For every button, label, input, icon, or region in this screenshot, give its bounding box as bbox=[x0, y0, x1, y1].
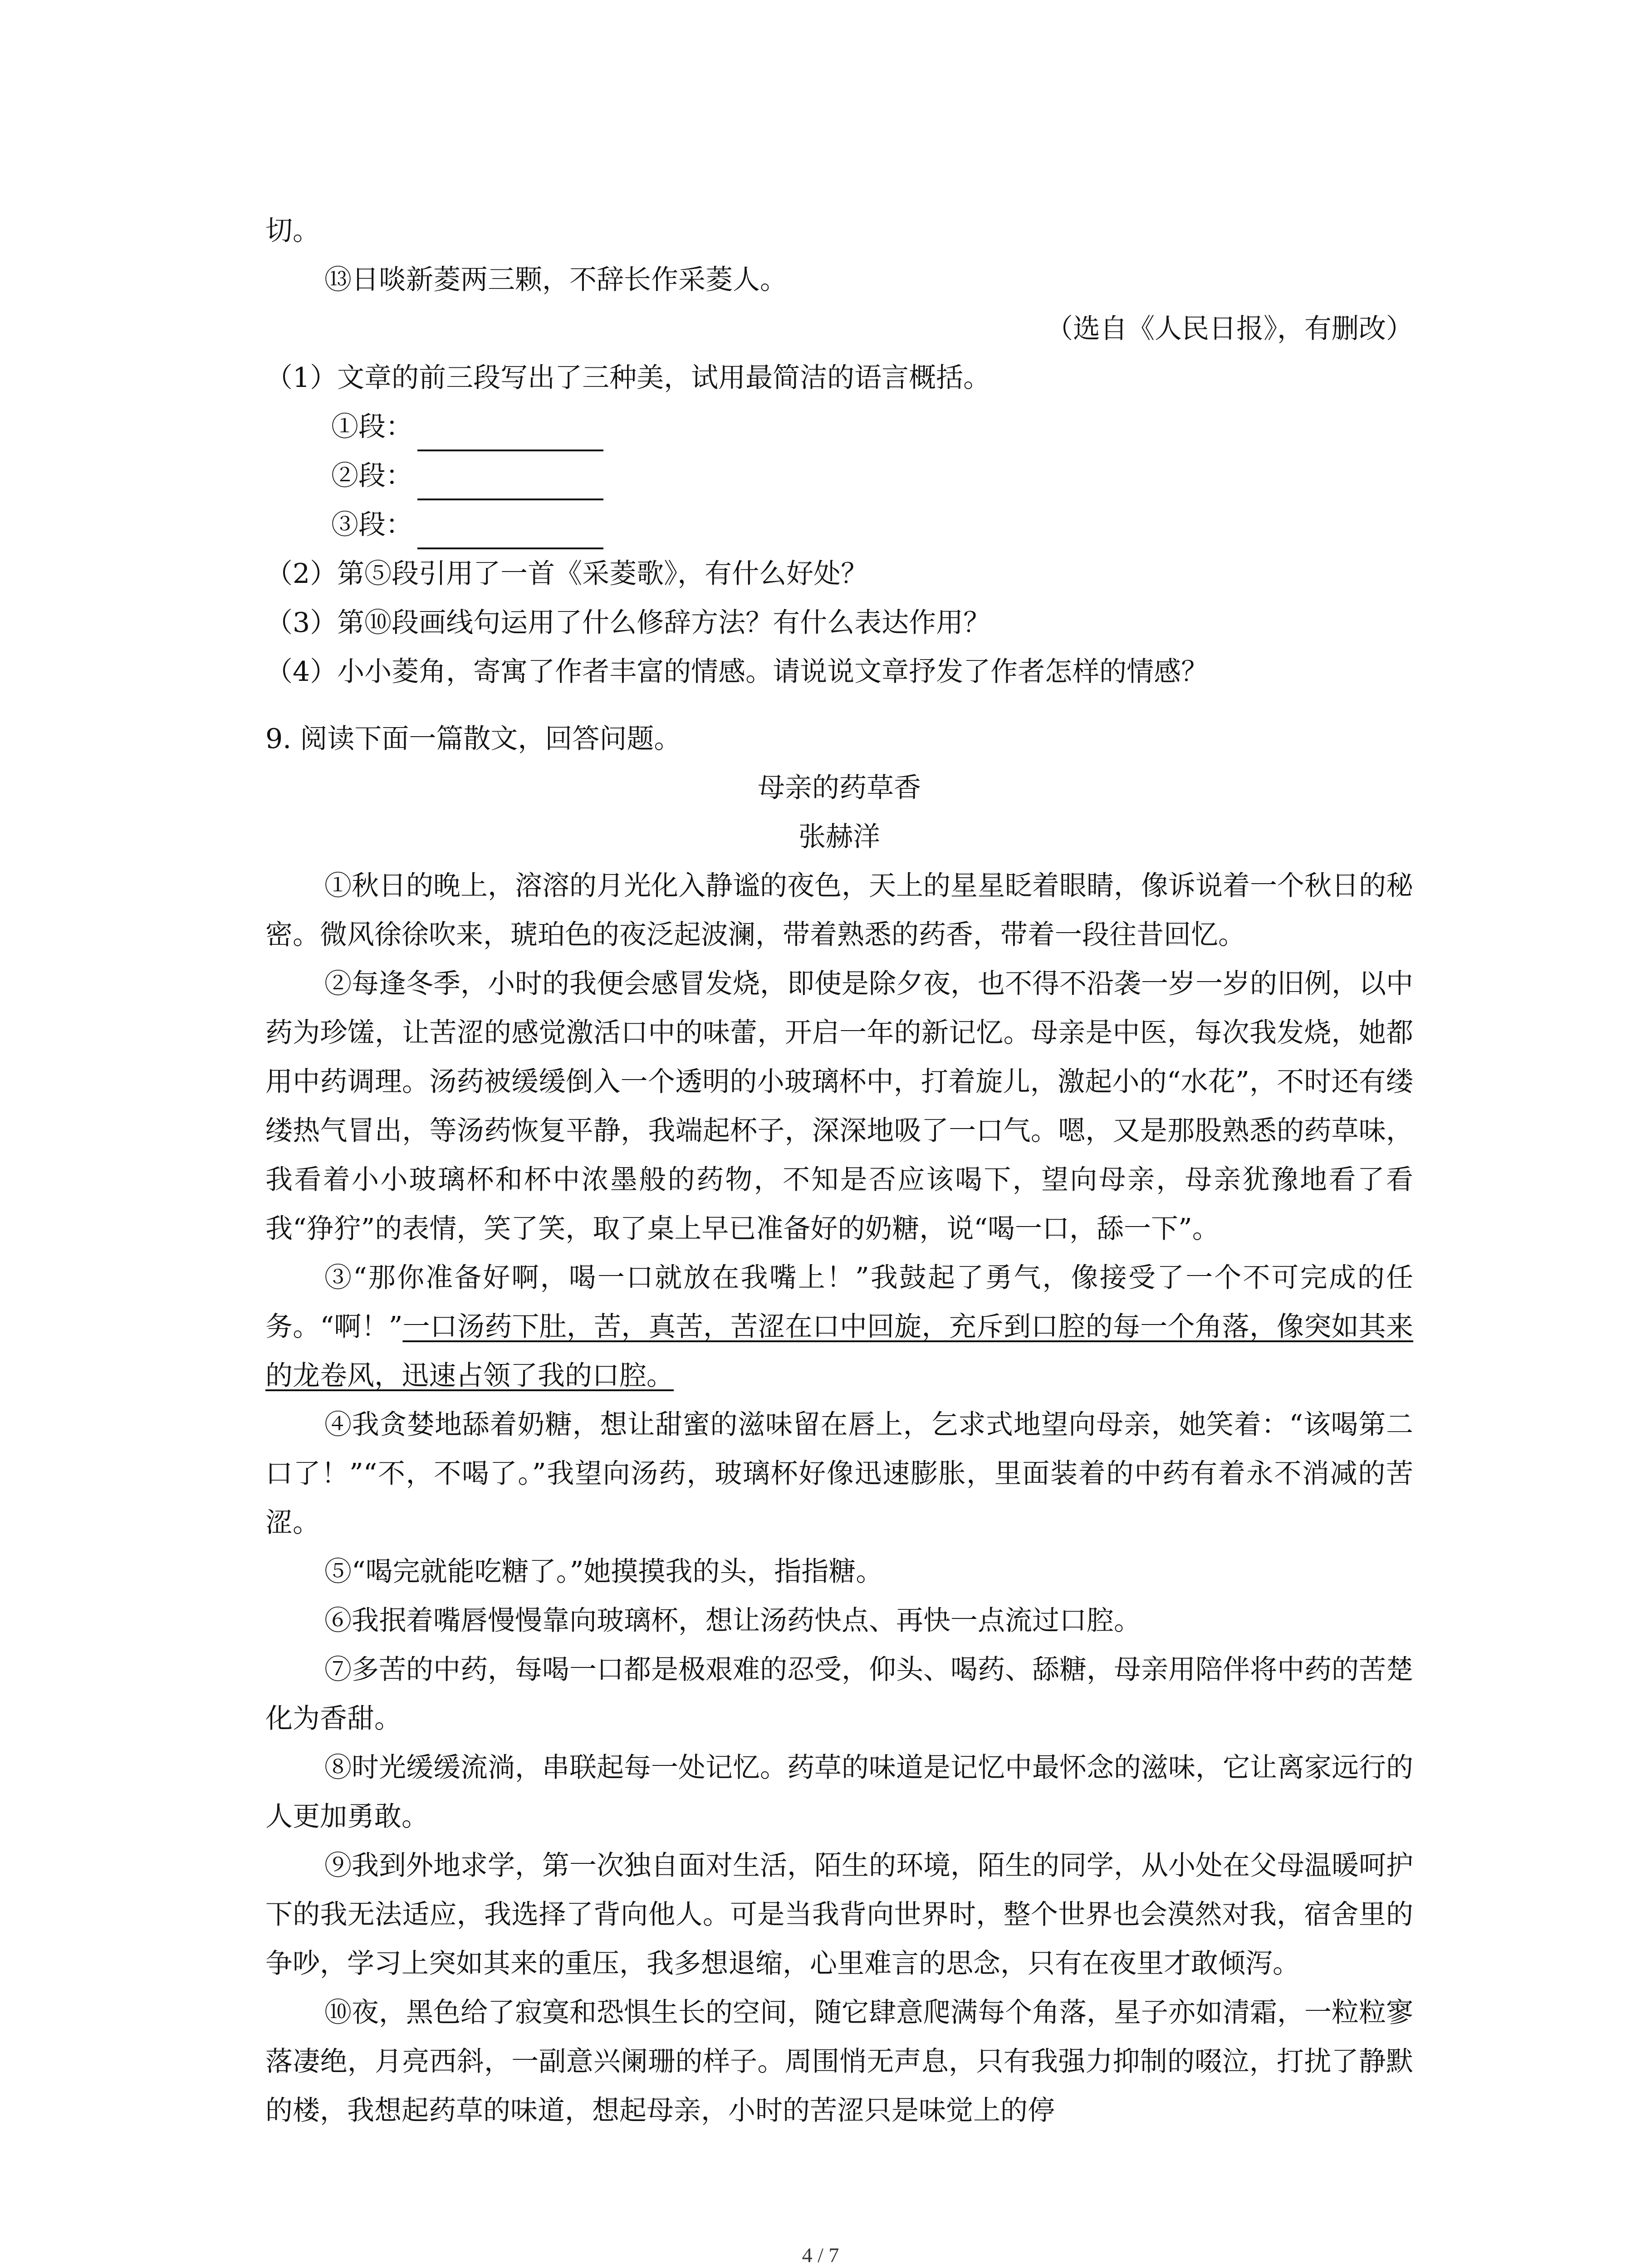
page-content bbox=[265, 206, 1413, 2135]
answer-row-1 bbox=[265, 402, 1413, 451]
carry-over-text: 切。 bbox=[265, 215, 320, 247]
answer-label-3: ③段： bbox=[331, 509, 413, 541]
essay-paragraph-1: ①秋日的晚上，溶溶的月光化入静谧的夜色，天上的星星眨着眼睛，像诉说着一个秋日的秘密。微风徐徐吹来，琥珀色的夜泛起波澜，带着熟悉的药香，带着一段往昔回忆。 bbox=[265, 870, 1413, 951]
essay-author: 张赫洋 bbox=[798, 821, 880, 853]
essay-paragraph-3 bbox=[265, 1253, 1413, 1400]
answer-label-1: ①段： bbox=[331, 411, 413, 443]
answer-label-2: ②段： bbox=[331, 460, 413, 492]
answer-blank-2[interactable] bbox=[417, 470, 603, 500]
essay-paragraph-2: ②每逢冬季，小时的我便会感冒发烧，即使是除夕夜，也不得不沿袭一岁一岁的旧例，以中药为珍馐，让苦涩的感觉激活口中的味蕾，开启一年的新记忆。母亲是中医，每次我发烧，她都用中药调理。汤药被缓缓倒入一个透明的小玻璃杯中，打着旋儿，激起小的“水花”，不时还有缕缕热气冒出，等汤药恢复平静，我端起杯子，深深地吸了一口气。嗯，又是那股熟悉的药草味，我看着小小玻璃杯和杯中浓墨般的药物，不知是否应该喝下，望向母亲，母亲犹豫地看了看我“狰狞”的表情，笑了笑，取了桌上早已准备好的奶糖，说“喝一口，舔一下”。 bbox=[265, 968, 1413, 1245]
answer-blank-1[interactable] bbox=[417, 421, 603, 451]
essay-paragraph-4: ④我贪婪地舔着奶糖，想让甜蜜的滋味留在唇上，乞求式地望向母亲，她笑着：“该喝第二口了！”“不，不喝了。”我望向汤药，玻璃杯好像迅速膨胀，里面装着的中药有着永不消减的苦涩。 bbox=[265, 1409, 1413, 1539]
essay-paragraph-6: ⑥我抿着嘴唇慢慢靠向玻璃杯，想让汤药快点、再快一点流过口腔。 bbox=[324, 1605, 1141, 1637]
answer-row-2 bbox=[265, 451, 1413, 500]
question-3: （3）第⑩段画线句运用了什么修辞方法？有什么表达作用？ bbox=[265, 607, 991, 639]
answer-row-3 bbox=[265, 500, 1413, 549]
paragraph-13: ⑬日啖新菱两三颗，不辞长作采菱人。 bbox=[324, 264, 787, 296]
question-9-stem: 9. 阅读下面一篇散文，回答问题。 bbox=[265, 723, 681, 755]
essay-paragraph-7: ⑦多苦的中药，每喝一口都是极艰难的忍受，仰头、喝药、舔糖，母亲用陪伴将中药的苦楚化为香甜。 bbox=[265, 1654, 1413, 1735]
source-note: （选自《人民日报》，有删改） bbox=[1046, 313, 1413, 345]
question-2: （2）第⑤段引用了一首《采菱歌》，有什么好处？ bbox=[265, 558, 868, 590]
essay-paragraph-3-text: ③“那你准备好啊，喝一口就放在我嘴上！”我鼓起了勇气，像接受了一个不可完成的任务。“啊！” bbox=[265, 1262, 1413, 1343]
essay-paragraph-9: ⑨我到外地求学，第一次独自面对生活，陌生的环境，陌生的同学，从小处在父母温暖呵护下的我无法适应，我选择了背向他人。可是当我背向世界时，整个世界也会漠然对我，宿舍里的争吵，学习上突如其来的重压，我多想退缩，心里难言的思念，只有在夜里才敢倾泻。 bbox=[265, 1850, 1413, 1980]
page-number: 4 / 7 bbox=[802, 2244, 839, 2267]
essay-paragraph-8: ⑧时光缓缓流淌，串联起每一处记忆。药草的味道是记忆中最怀念的滋味，它让离家远行的人更加勇敢。 bbox=[265, 1752, 1413, 1833]
essay-title: 母亲的药草香 bbox=[758, 772, 921, 804]
underlined-sentence: 一口汤药下肚，苦，真苦，苦涩在口中回旋，充斥到口腔的每一个角落，像突如其来的龙卷风，迅速占领了我的口腔。 bbox=[265, 1311, 1414, 1392]
answer-blank-3[interactable] bbox=[417, 519, 603, 549]
essay-paragraph-5: ⑤“喝完就能吃糖了。”她摸摸我的头，指指糖。 bbox=[324, 1556, 883, 1588]
question-1: （1）文章的前三段写出了三种美，试用最简洁的语言概括。 bbox=[265, 362, 991, 394]
question-4: （4）小小菱角，寄寓了作者丰富的情感。请说说文章抒发了作者怎样的情感？ bbox=[265, 656, 1209, 688]
essay-paragraph-10: ⑩夜，黑色给了寂寞和恐惧生长的空间，随它肆意爬满每个角落，星子亦如清霜，一粒粒寥落凄绝，月亮西斜，一副意兴阑珊的样子。周围悄无声息，只有我强力抑制的啜泣，打扰了静默的楼，我想起药草的味道，想起母亲，小时的苦涩只是味觉上的停 bbox=[265, 1997, 1413, 2126]
